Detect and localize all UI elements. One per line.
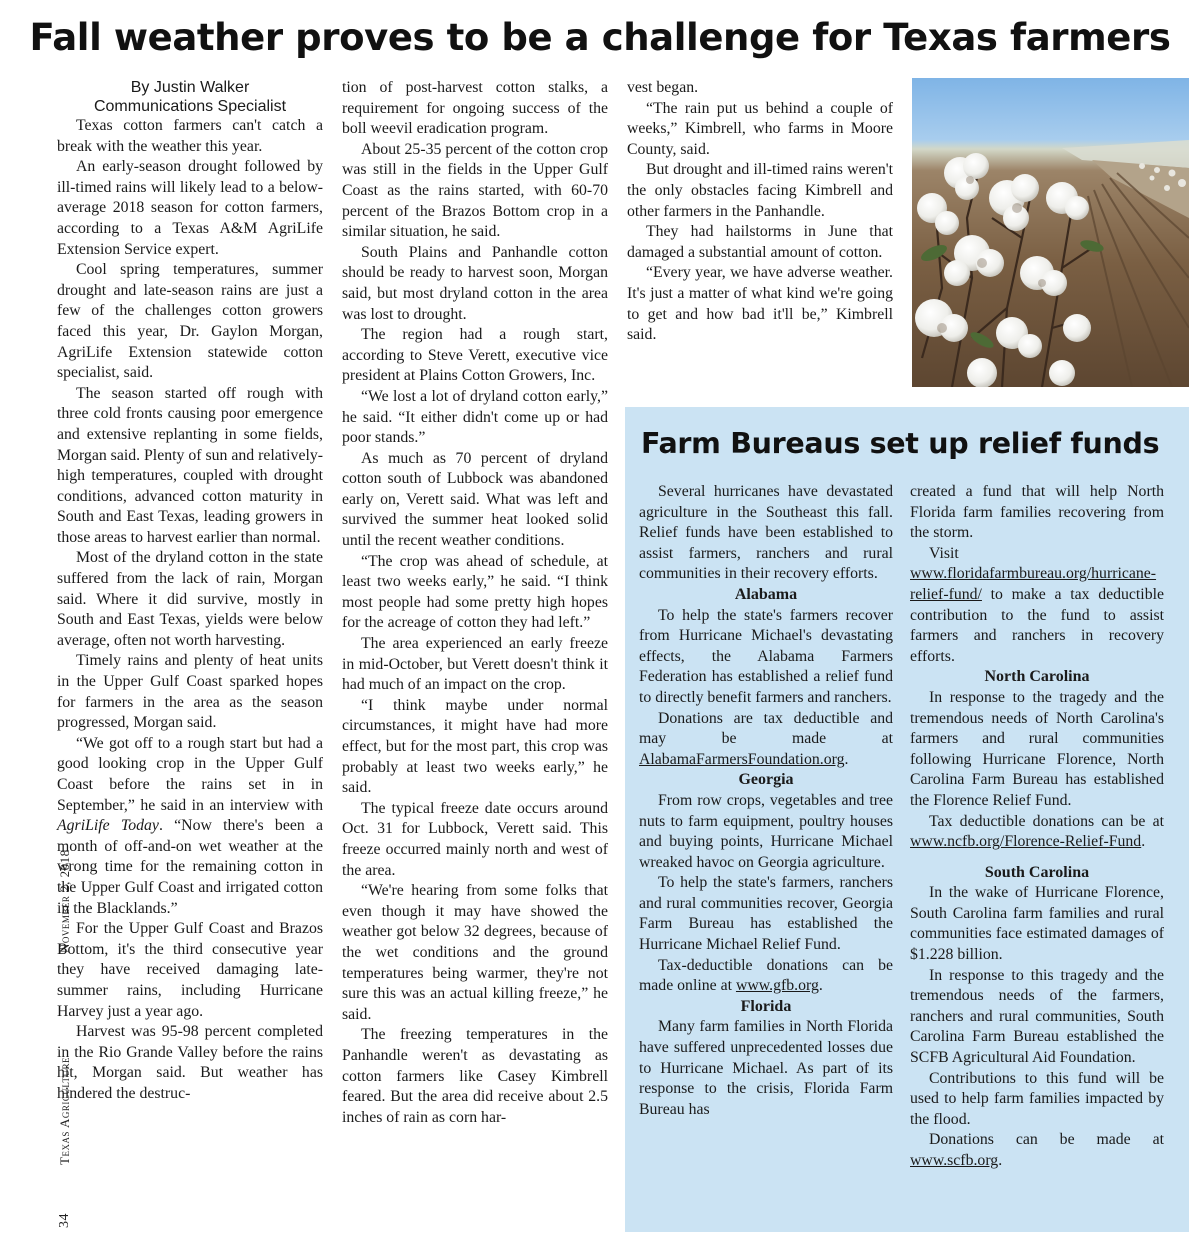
south-carolina-donation-link[interactable]: www.scfb.org: [910, 1152, 999, 1169]
sidebar-column-2: [910, 482, 1164, 1172]
paragraph: For the Upper Gulf Coast and Brazos Bottom, it's the third consecutive year they have received damaging late-summer rains, including Hurricane Harvey just a year ago.: [57, 920, 323, 1020]
publication-name: Texas Agriculture: [57, 1056, 72, 1165]
cotton-field-photo: [912, 78, 1189, 387]
story-column-2: [342, 78, 608, 1128]
paragraph-text: Visit: [929, 544, 959, 562]
paragraph: The typical freeze date occurs around Oct. 31 for Lubbock, Verett said. This freeze occurred mainly north and west of the area.: [342, 799, 608, 879]
paragraph: Most of the dryland cotton in the state suffered from the lack of rain, Morgan said. Where it did survive, mostly in South and East Texas, yields were below average, often not worth harvesting.: [57, 549, 323, 649]
publication-reference: AgriLife Today: [57, 817, 159, 835]
paragraph: Timely rains and plenty of heat units in the Upper Gulf Coast sparked hopes for farmers in the area as the season progressed, Morgan said.: [57, 652, 323, 732]
paragraph: In the wake of Hurricane Florence, South Carolina farm families and rural communities face estimated damages of $1.228 billion.: [910, 884, 1164, 964]
paragraph: The area experienced an early freeze in mid-October, but Verett doesn't think it had much of an impact on the crop.: [342, 635, 608, 694]
paragraph: “The rain put us behind a couple of weeks,” Kimbrell, who farms in Moore County, said.: [627, 99, 893, 158]
quote-text: . “Now there's been a month of off-and-on wet weather at the wrong time for the remaining cotton in the Upper Gulf Coast and irrigated cotton in the Blacklands.”: [57, 817, 323, 917]
north-carolina-donation-link[interactable]: www.ncfb.org/Florence-Relief-Fund: [910, 833, 1142, 851]
page-number: 34: [57, 1213, 72, 1228]
paragraph: [639, 956, 893, 997]
paragraph: The region had a rough start, according to Steve Verett, executive vice president at Plains Cotton Growers, Inc.: [342, 326, 608, 385]
paragraph: [57, 734, 323, 919]
section-heading-florida: Florida: [740, 997, 792, 1015]
paragraph: [910, 1130, 1164, 1171]
paragraph: The freezing temperatures in the Panhandle weren't as devastating as cotton farmers like Casey Kimbrell feared. But the area did receive about 2.5 inches of rain as corn har-: [342, 1026, 608, 1126]
paragraph: South Plains and Panhandle cotton should be ready to harvest soon, Morgan said, but most dryland cotton in the area was lost to drought.: [342, 243, 608, 323]
section-heading-georgia: Georgia: [738, 771, 794, 789]
quote-text: “We got off to a rough start but had a good looking crop in the Upper Gulf Coast before the rains set in in September,” he said in an interview with: [57, 734, 323, 814]
paragraph: Texas cotton farmers can't catch a break with the weather this year.: [57, 117, 323, 155]
paragraph: [639, 709, 893, 771]
paragraph: They had hailstorms in June that damaged a substantial amount of cotton.: [627, 223, 893, 261]
sidebar-title: Farm Bureaus set up relief funds: [641, 427, 1160, 460]
paragraph: Harvest was 95-98 percent completed in the Rio Grande Valley before the rains hit, Morgan said. But weather has hindered the destruc-: [57, 1023, 323, 1102]
paragraph-text: .: [1141, 833, 1146, 851]
paragraph: “Every year, we have adverse weather. It's just a matter of what kind we're going to get and how bad it'll be,” Kimbrell said.: [627, 264, 893, 344]
paragraph: Contributions to this fund will be used to help farm families impacted by the flood.: [910, 1069, 1164, 1128]
paragraph: [910, 812, 1164, 853]
paragraph: Several hurricanes have devastated agriculture in the Southeast this fall. Relief funds have been established to assist farmers, ranchers and rural communities in their recovery efforts.: [639, 483, 893, 583]
paragraph: In response to this tragedy and the tremendous needs of the farmers, ranchers and rural communities, South Carolina Farm Bureau established the SCFB Agricultural Aid Foundation.: [910, 966, 1164, 1067]
paragraph: vest began.: [627, 79, 699, 96]
paragraph: But drought and ill-timed rains weren't the only obstacles facing Kimbrell and other farmers in the Panhandle.: [627, 161, 893, 220]
paragraph: “The crop was ahead of schedule, at least two weeks early,” he said. “I think most people had some pretty high hopes for the acreage of cotton they had left.”: [342, 552, 608, 632]
paragraph: To help the state's farmers, ranchers and rural communities recover, Georgia Farm Bureau has established the Hurricane Michael Relief Fund.: [639, 874, 893, 954]
paragraph: As much as 70 percent of dryland cotton south of Lubbock was abandoned early on, Verett said. What was left and survived the summer heat looked solid until the recent weather conditions.: [342, 449, 608, 550]
sidebar-column-1: [639, 482, 893, 1120]
paragraph: The season started off rough with three cold fronts causing poor emergence and extensive replanting in some fields, Morgan said. Plenty of sun and relatively-high temperatures, coupled with drought conditions, advanced cotton maturity in South and East Texas, leading growers in those areas to harvest earlier than normal.: [57, 384, 324, 546]
byline-title: Communications Specialist: [93, 98, 287, 115]
paragraph: In response to the tragedy and the tremendous needs of North Carolina's farmers and rural communities following Hurricane Florence, North Carolina Farm Bureau has established the Florence Relief Fund.: [910, 688, 1164, 809]
relief-funds-sidebar: [625, 407, 1189, 1232]
alabama-donation-link[interactable]: AlabamaFarmersFoundation.org: [639, 750, 845, 768]
paragraph: “We lost a lot of dryland cotton early,” he said. “It either didn't come up or had poor stands.”: [342, 387, 608, 447]
byline-author: By Justin Walker: [130, 79, 250, 96]
paragraph: About 25-35 percent of the cotton crop was still in the fields in the Upper Gulf Coast as the rains started, with 60-70 percent of the Brazos Bottom crop in a similar situation, he said.: [342, 140, 608, 241]
paragraph: [910, 544, 1164, 668]
section-heading-alabama: Alabama: [734, 585, 798, 603]
paragraph: From row crops, vegetables and tree nuts to farm equipment, poultry houses and buying points, Hurricane Michael wreaked havoc on Georgia agriculture.: [639, 791, 893, 871]
paragraph-text: .: [844, 750, 849, 768]
paragraph: Cool spring temperatures, summer drought and late-season rains are just a few of the challenges cotton growers faced this year, Dr. Gaylon Morgan, AgriLife Extension statewide cotton specialist, said.: [57, 261, 323, 382]
paragraph-text: Tax deductible donations can be at: [929, 812, 1164, 830]
paragraph-text: Donations can be made at: [929, 1131, 1164, 1149]
section-heading-south-carolina: South Carolina: [984, 863, 1090, 881]
paragraph: An early-season drought followed by ill-timed rains will likely lead to a below-average 2018 season for cotton farmers, according to a Texas A&M AgriLife Extension Service expert.: [57, 158, 323, 258]
paragraph: “We're hearing from some folks that even though it may have showed the weather got below 32 degrees, because of the wet conditions and the ground temperatures being warmer, they're not sure this was an actual killing freeze,” he said.: [342, 882, 608, 1023]
issue-date: November 2, 2018: [57, 849, 72, 953]
paragraph: Many farm families in North Florida have suffered unprecedented losses due to Hurricane Michael. As part of its response to the crisis, Florida Farm Bureau has: [639, 1018, 893, 1118]
paragraph-text: .: [818, 977, 823, 995]
paragraph-text: Donations are tax deductible and may be made at: [639, 709, 893, 748]
paragraph: created a fund that will help North Florida farm families recovering from the storm.: [910, 483, 1164, 542]
paragraph: tion of post-harvest cotton stalks, a requirement for ongoing success of the boll weevil eradication program.: [342, 79, 608, 138]
georgia-donation-link[interactable]: www.gfb.org: [735, 977, 819, 995]
section-heading-north-carolina: North Carolina: [984, 668, 1090, 686]
story-column-1: [57, 78, 323, 1105]
paragraph-text: Tax-deductible donations can be made online at: [639, 956, 893, 995]
paragraph-text: to make a tax deductible contribution to the fund to assist farmers and ranchers in recovery efforts.: [910, 585, 1164, 665]
story-column-3: [627, 78, 893, 346]
paragraph-text: .: [998, 1152, 1003, 1169]
cotton-field-illustration: [912, 78, 1189, 387]
florida-donation-link[interactable]: www.floridafarmbureau.org/hurricane-relief-fund/: [910, 565, 1157, 603]
headline: Fall weather proves to be a challenge for Texas farmers: [29, 16, 1171, 59]
paragraph: “I think maybe under normal circumstances, it might have had more effect, but for the most part, this crop was probably at least two weeks early,” he said.: [342, 696, 608, 797]
paragraph: To help the state's farmers recover from Hurricane Michael's devastating effects, the Alabama Farmers Federation has established a relief fund to directly benefit farmers and ranchers.: [639, 606, 893, 706]
